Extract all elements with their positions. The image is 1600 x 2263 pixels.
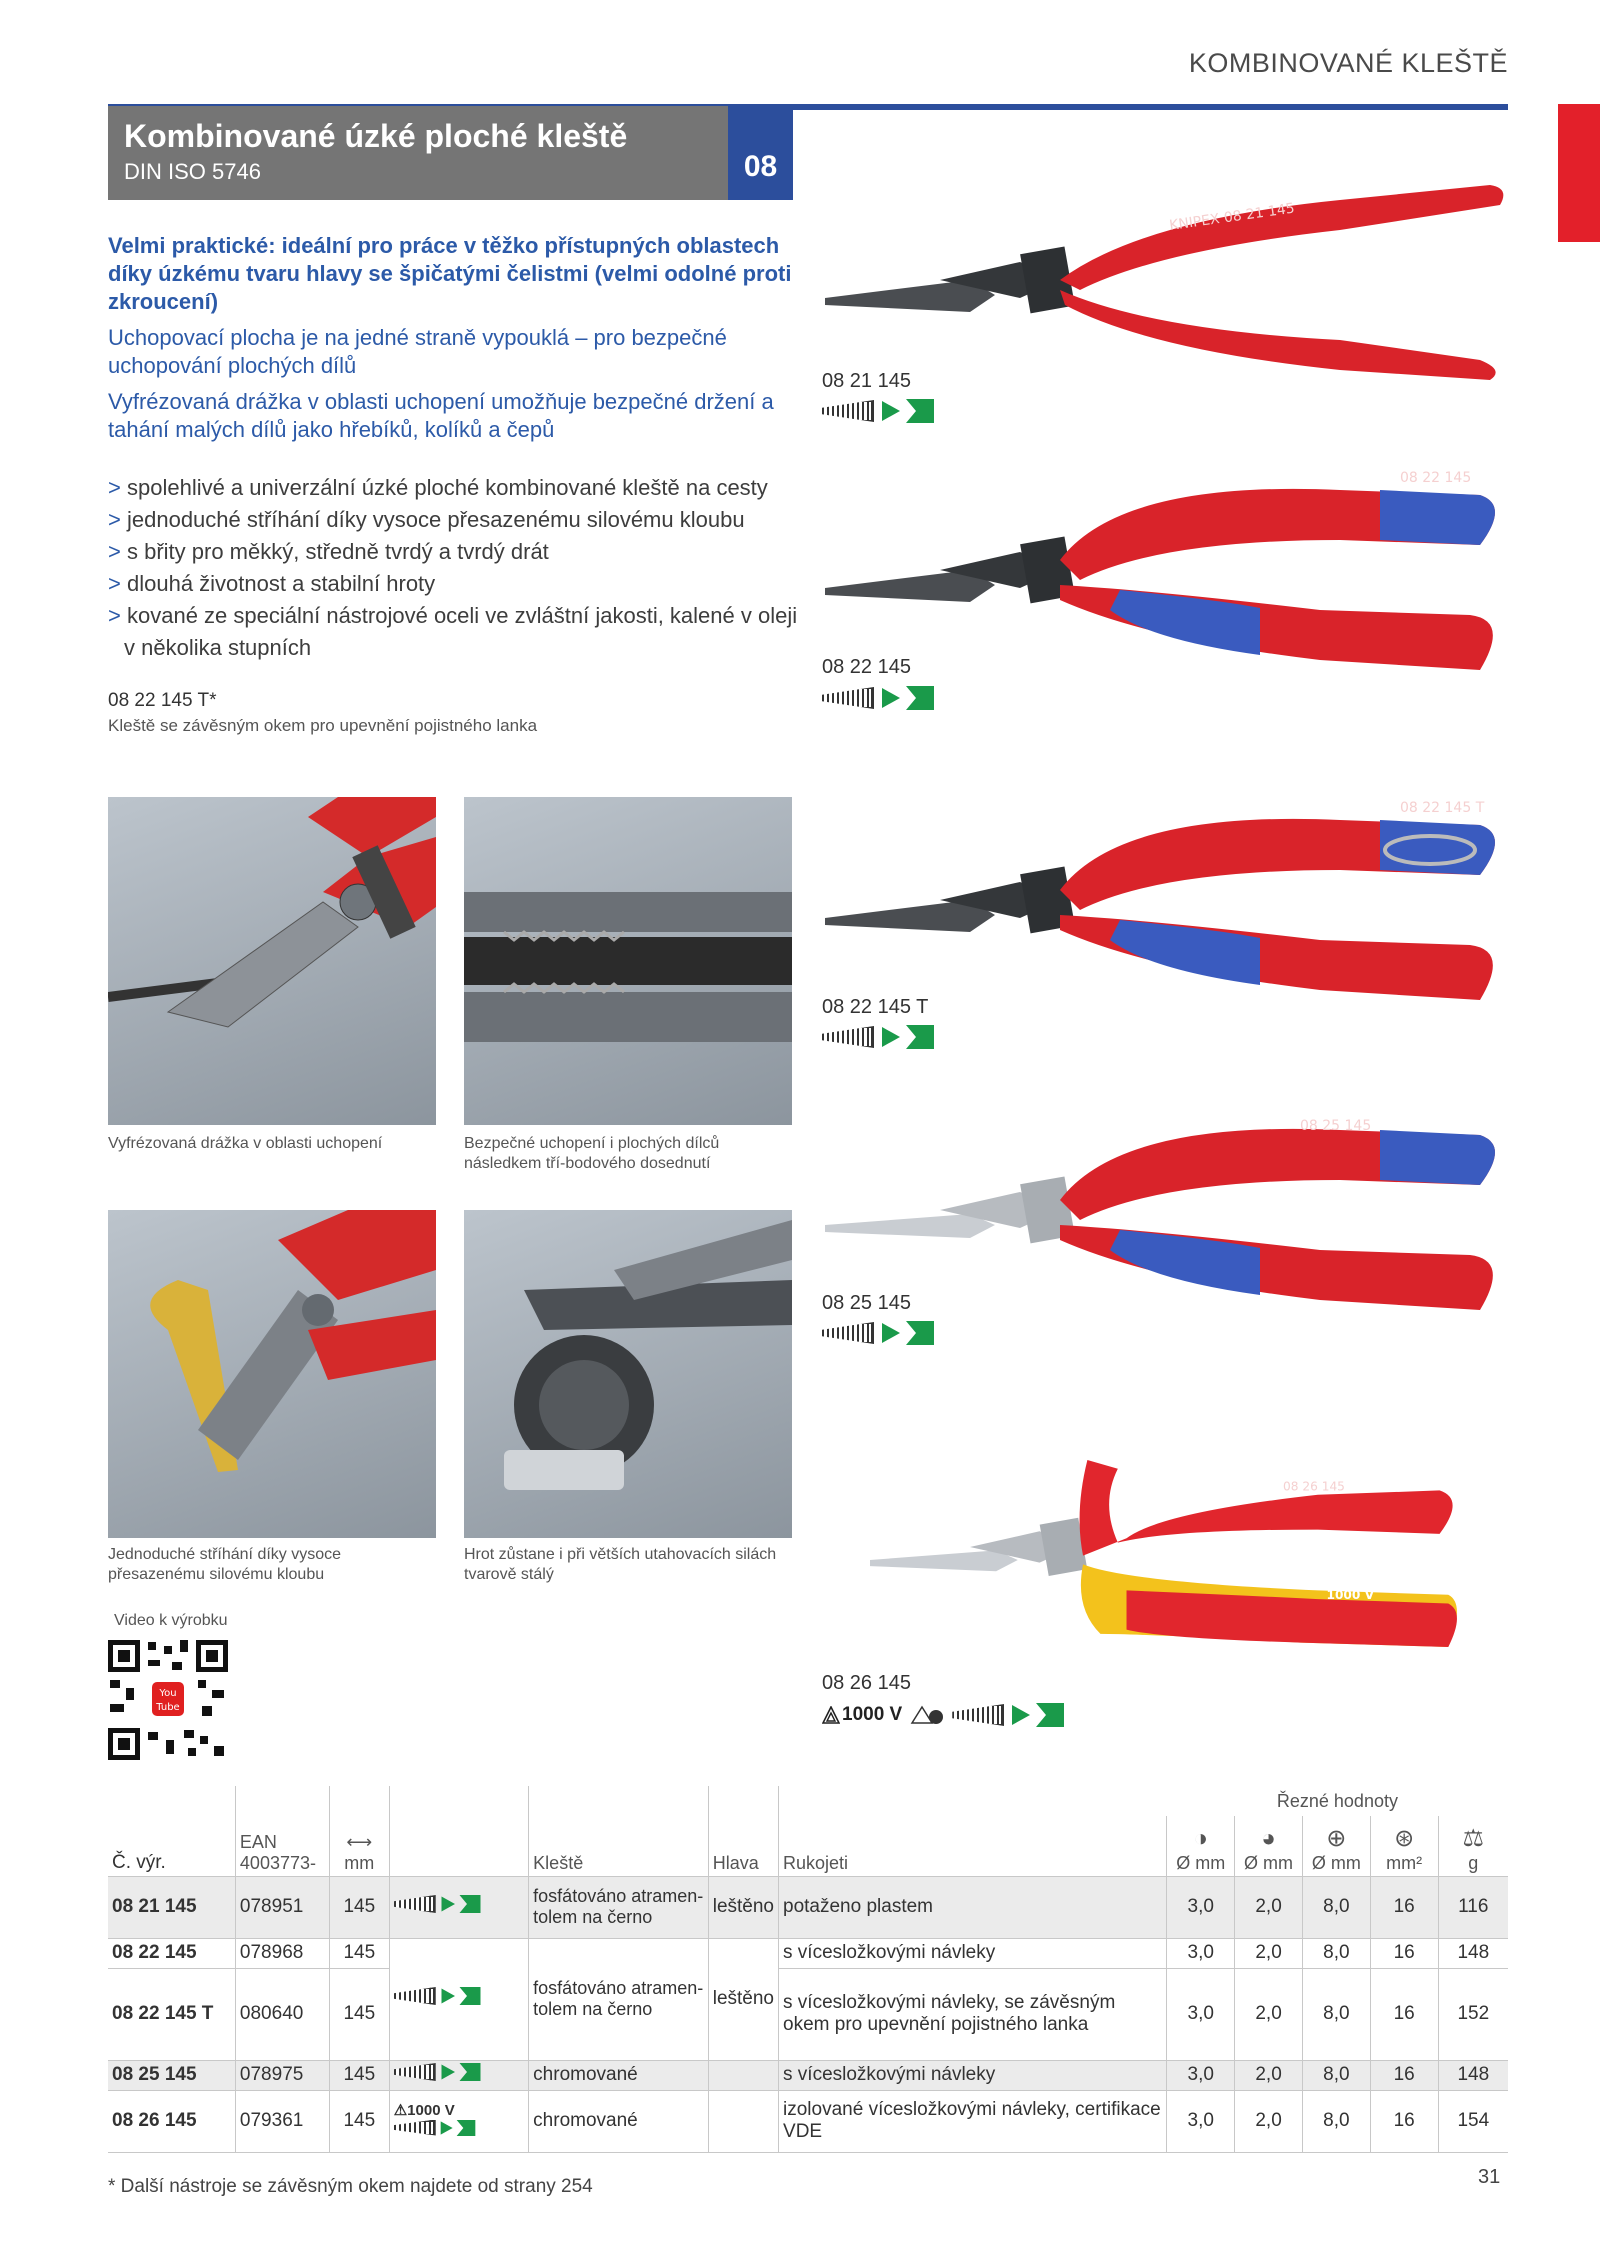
row-icons — [389, 1938, 528, 2060]
video-label: Video k výrobku — [114, 1612, 228, 1629]
product-image-08-26-145[interactable] — [820, 1460, 1520, 1660]
row-icons: ⚠1000 V — [389, 2090, 528, 2152]
chapter-tab[interactable] — [1558, 104, 1600, 242]
double-triangle-icon: ⚠ — [393, 2101, 408, 2119]
engraving-text: KNIPEX 08 21 145 — [1168, 200, 1296, 234]
col-header-medium-wire: ◕ Ø mm — [1235, 1816, 1303, 1876]
photo-caption: Vyfrézovaná drážka v oblasti uchopení — [108, 1135, 383, 1152]
product-code: 08 22 145 T — [822, 996, 929, 1018]
intro-lead: Velmi praktické: ideální pro práce v těžko přístupných oblastech díky úzkému tvaru hlavy se špičatými čelistmi (velmi odolné proti zkroucení) — [108, 233, 792, 314]
product-image-08-22-145[interactable] — [820, 470, 1520, 670]
intro-paragraph-2: Uchopovací plocha je na jedné straně vypouklá – pro bezpečné uchopování plochých dílů — [108, 325, 727, 378]
photo-wire-cutting[interactable] — [108, 1210, 436, 1538]
photo-groove-detail[interactable] — [108, 797, 436, 1125]
cutting-edge-icon — [394, 2063, 436, 2081]
col-header-stranded-wire: ⊛ mm² — [1370, 1816, 1438, 1876]
feature-item: > kované ze speciální nástrojové oceli ve zvláštní jakosti, kalené v oleji v několika stupních — [108, 603, 798, 660]
table-row[interactable]: 08 25 145 078975 145 chromované s vícesložkovými návleky 3,0 2,0 8,0 16 148 — [108, 2060, 1508, 2090]
half-circle-icon: ◑ — [1193, 1824, 1208, 1852]
bullet-marker: > — [108, 603, 121, 628]
page-number: 31 — [1478, 2166, 1501, 2188]
product-group-number: 08 — [728, 106, 793, 200]
bullet-marker: > — [108, 475, 121, 500]
table-row[interactable]: 08 21 145 078951 145 fosfátováno atramen-tolem na černo leštěno potaženo plastem 3,0 2,0 8,0 16 116 — [108, 1876, 1508, 1938]
col-header-head: Hlava — [708, 1816, 778, 1876]
feature-item: > jednoduché stříhání díky vysoce přesazenému silovému kloubu — [108, 507, 745, 532]
product-image-08-25-145[interactable] — [820, 1110, 1520, 1310]
standard-label: DIN ISO 5746 — [124, 159, 261, 184]
page-title: Kombinované úzké ploché kleště — [124, 118, 628, 154]
double-triangle-icon — [822, 1706, 840, 1724]
footnote: * Další nástroje se závěsným okem najdete od strany 254 — [108, 2176, 593, 2197]
product-icons — [822, 1318, 934, 1348]
jaw-shape-icon — [1012, 1703, 1064, 1727]
engraving-text: 08 22 145 — [1400, 470, 1472, 486]
photo-caption: Bezpečné uchopení i plochých dílců následkem tří-bodového dosednutí — [464, 1135, 720, 1172]
jaw-shape-icon — [440, 2120, 476, 2136]
cutting-values-header: Řezné hodnoty — [1276, 1790, 1398, 1811]
bullet-marker: > — [108, 571, 121, 596]
chapter-title: KOMBINOVANÉ KLEŠTĚ — [1188, 48, 1508, 78]
cutting-edge-icon — [394, 1895, 436, 1913]
feature-list — [108, 472, 798, 664]
product-image-08-21-145[interactable] — [820, 180, 1520, 380]
cutting-edge-icon — [822, 1322, 874, 1344]
cutting-edge-icon — [394, 2120, 436, 2136]
vde-marking: 1000 V — [1326, 1588, 1375, 1603]
col-header-code: Č. výr. — [112, 1851, 166, 1873]
qr-code[interactable] — [108, 1640, 228, 1760]
col-header-pliers: Kleště — [529, 1816, 709, 1876]
bullet-marker: > — [108, 539, 121, 564]
feature-item: > s břity pro měkký, středně tvrdý a tvrdý drát — [108, 539, 549, 564]
jaw-shape-icon — [882, 399, 934, 423]
product-code: 08 21 145 — [822, 370, 911, 392]
bullet-marker: > — [108, 507, 121, 532]
title-box — [108, 106, 728, 200]
cutting-edge-icon — [394, 1987, 436, 2005]
col-header-length: ⟷ mm — [329, 1816, 389, 1876]
product-code: 08 22 145 — [822, 656, 911, 678]
three-quarter-circle-icon: ◕ — [1261, 1824, 1276, 1852]
product-icons — [822, 683, 934, 713]
tether-note-description: Kleště se závěsným okem pro upevnění pojistného lanka — [108, 716, 538, 735]
photo-flat-grip[interactable] — [464, 797, 792, 1125]
scale-icon: ⚖ — [1462, 1824, 1485, 1852]
col-header-hard-wire: ⊕ Ø mm — [1302, 1816, 1370, 1876]
intro-paragraph-3: Vyfrézovaná drážka v oblasti uchopení umožňuje bezpečné držení a tahání malých dílů jako hřebíků, kolíků a čepů — [108, 389, 774, 442]
feature-item: > dlouhá životnost a stabilní hroty — [108, 571, 436, 596]
product-code: 08 26 145 — [822, 1672, 911, 1694]
cutting-edge-icon — [822, 400, 874, 422]
jaw-shape-icon — [441, 1895, 481, 1913]
jaw-shape-icon — [441, 1987, 481, 2005]
jaw-shape-icon — [882, 686, 934, 710]
length-arrow-icon: ⟷ — [346, 1831, 373, 1852]
tether-note — [108, 690, 798, 736]
product-icons — [822, 1700, 1064, 1730]
intro-text — [108, 232, 798, 452]
photo-bolt-grip[interactable] — [464, 1210, 792, 1538]
vde-rating: 1000 V — [822, 1704, 902, 1726]
table-row[interactable]: 08 22 145 078968 145 fosfátováno atramen-tolem na černo leštěno s vícesložkovými návleky 3,0 2,0 8,0 16 148 — [108, 1938, 1508, 1968]
specification-table — [108, 1786, 1508, 2153]
table-row[interactable]: 08 26 145 079361 145 ⚠1000 V chromované izolované vícesložkovými návleky, certifikace VDE 3,0 2,0 8,0 16 154 — [108, 2090, 1508, 2152]
jaw-shape-icon — [882, 1321, 934, 1345]
engraving-text: 08 22 145 T — [1400, 800, 1485, 816]
product-icons — [822, 1022, 934, 1052]
gs-certification-icon — [910, 1705, 944, 1725]
col-header-weight: ⚖ g — [1438, 1816, 1508, 1876]
product-icons — [822, 396, 934, 426]
col-header-icons — [389, 1816, 528, 1876]
tether-note-code: 08 22 145 T* — [108, 690, 217, 711]
table-row[interactable]: 08 22 145 T 080640 145 s vícesložkovými návleky, se závěsným okem pro upevnění pojistného lanka 3,0 2,0 8,0 16 152 — [108, 1968, 1508, 2060]
photo-caption: Hrot zůstane i při větších utahovacích silách tvarově stálý — [464, 1546, 777, 1583]
col-header-handles: Rukojeti — [779, 1816, 1167, 1876]
row-icons — [389, 2060, 528, 2090]
product-image-08-22-145-T[interactable] — [820, 800, 1520, 1000]
youtube-badge-top: You — [159, 1688, 177, 1699]
stranded-cable-icon: ⊛ — [1394, 1824, 1415, 1852]
youtube-badge-bottom: Tube — [156, 1702, 180, 1713]
photo-caption: Jednoduché stříhání díky vysoce přesazenému silovému kloubu — [108, 1546, 342, 1583]
cutting-edge-icon — [952, 1704, 1004, 1726]
product-code: 08 25 145 — [822, 1292, 911, 1314]
engraving-text: 08 25 145 — [1300, 1118, 1372, 1134]
feature-item: > spolehlivé a univerzální úzké ploché kombinované kleště na cesty — [108, 475, 768, 500]
col-header-ean: EAN 4003773- — [235, 1816, 329, 1876]
cutting-edge-icon — [822, 1026, 874, 1048]
engraving-text: 08 26 145 — [1283, 1479, 1345, 1494]
jaw-shape-icon — [441, 2063, 481, 2081]
cable-cross-section-icon: ⊕ — [1326, 1824, 1347, 1852]
row-icons — [389, 1876, 528, 1938]
col-header-soft-wire: ◑ Ø mm — [1167, 1816, 1235, 1876]
jaw-shape-icon — [882, 1025, 934, 1049]
cutting-edge-icon — [822, 687, 874, 709]
